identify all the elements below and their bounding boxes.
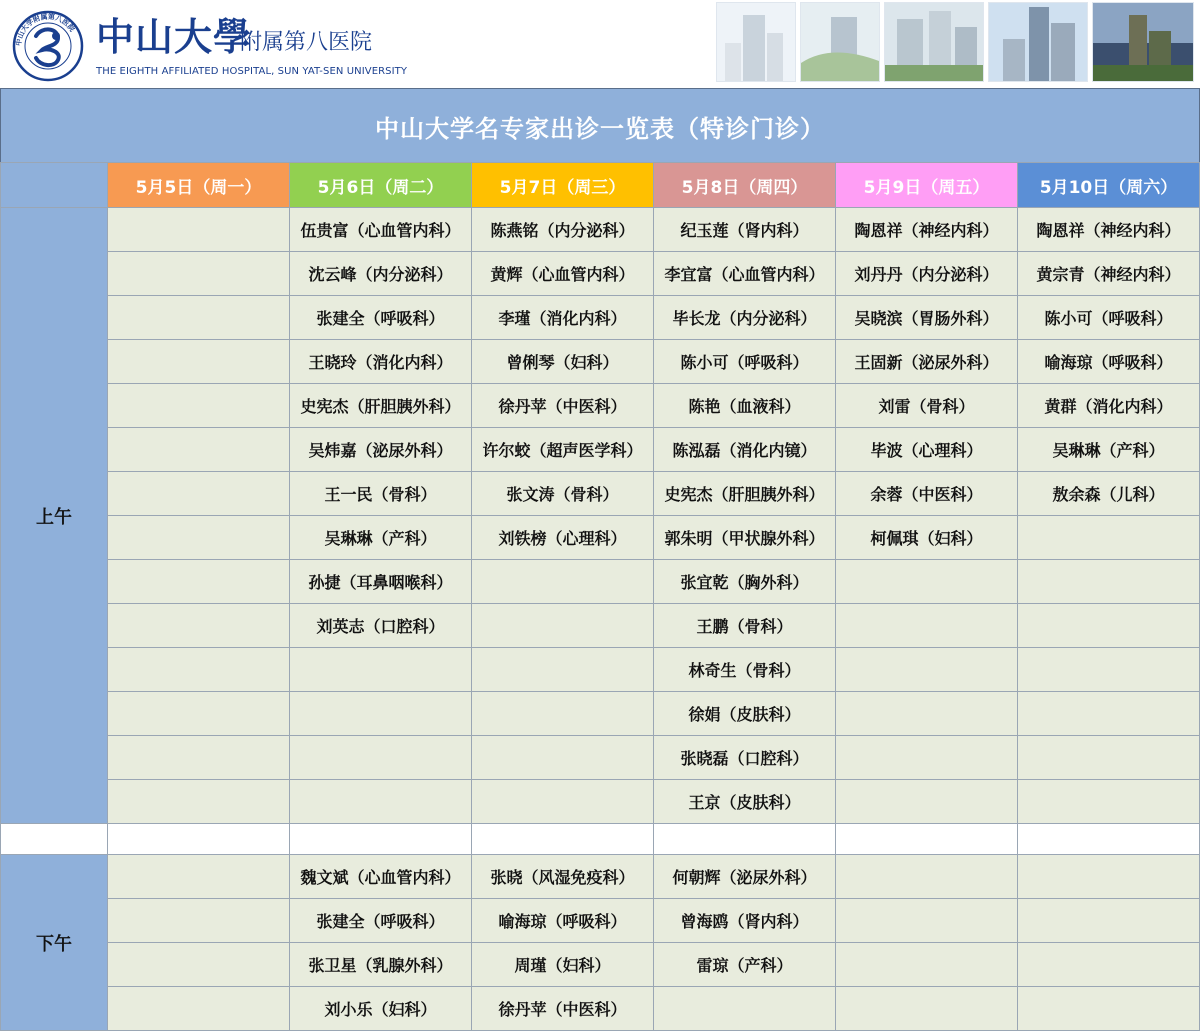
- doctor-cell: 郭朱明（甲状腺外科）: [654, 516, 836, 560]
- period-separator-row: [1, 824, 1200, 855]
- doctor-cell: [108, 428, 290, 472]
- doctor-cell: [108, 208, 290, 252]
- separator-cell: [654, 824, 836, 855]
- hospital-name-english: THE EIGHTH AFFILIATED HOSPITAL, SUN YAT-SEN UNIVERSITY: [96, 66, 408, 77]
- separator-cell: [1, 824, 108, 855]
- schedule-row: [1, 516, 1200, 560]
- expert-schedule-table: [0, 162, 1200, 1031]
- schedule-row: [1, 604, 1200, 648]
- doctor-cell: 喻海琼（呼吸科）: [1018, 340, 1200, 384]
- doctor-cell: [1018, 987, 1200, 1031]
- separator-cell: [472, 824, 654, 855]
- doctor-cell: 伍贵富（心血管内科）: [290, 208, 472, 252]
- doctor-cell: 徐丹苹（中医科）: [472, 384, 654, 428]
- doctor-cell: [1018, 899, 1200, 943]
- doctor-cell: 曾海鸥（肾内科）: [654, 899, 836, 943]
- doctor-cell: [654, 987, 836, 1031]
- building-photo-3: [884, 2, 984, 82]
- schedule-row: [1, 384, 1200, 428]
- doctor-cell: 柯佩琪（妇科）: [836, 516, 1018, 560]
- schedule-row: [1, 560, 1200, 604]
- doctor-cell: [108, 296, 290, 340]
- logo-ring-text: 中山大学附属第八医院: [14, 12, 77, 47]
- day-header-fri: 5月9日（周五）: [836, 163, 1018, 208]
- doctor-cell: [1018, 855, 1200, 899]
- schedule-row: [1, 252, 1200, 296]
- day-header-mon: 5月5日（周一）: [108, 163, 290, 208]
- doctor-cell: [108, 899, 290, 943]
- doctor-cell: [836, 943, 1018, 987]
- doctor-cell: 许尔蛟（超声医学科）: [472, 428, 654, 472]
- doctor-cell: 张文涛（骨科）: [472, 472, 654, 516]
- doctor-cell: 喻海琼（呼吸科）: [472, 899, 654, 943]
- schedule-row: [1, 296, 1200, 340]
- doctor-cell: 孙捷（耳鼻咽喉科）: [290, 560, 472, 604]
- doctor-cell: [290, 780, 472, 824]
- doctor-cell: 陈燕铭（内分泌科）: [472, 208, 654, 252]
- doctor-cell: [472, 560, 654, 604]
- doctor-cell: [836, 899, 1018, 943]
- doctor-cell: 王一民（骨科）: [290, 472, 472, 516]
- doctor-cell: 刘英志（口腔科）: [290, 604, 472, 648]
- schedule-title: 中山大学名专家出诊一览表（特诊门诊）: [375, 114, 825, 143]
- doctor-cell: 史宪杰（肝胆胰外科）: [654, 472, 836, 516]
- doctor-cell: [108, 472, 290, 516]
- doctor-cell: [290, 648, 472, 692]
- doctor-cell: 史宪杰（肝胆胰外科）: [290, 384, 472, 428]
- doctor-cell: [836, 604, 1018, 648]
- doctor-cell: [1018, 780, 1200, 824]
- day-header-sat: 5月10日（周六）: [1018, 163, 1200, 208]
- doctor-cell: 林奇生（骨科）: [654, 648, 836, 692]
- doctor-cell: 雷琼（产科）: [654, 943, 836, 987]
- separator-cell: [290, 824, 472, 855]
- schedule-row: [1, 340, 1200, 384]
- doctor-cell: 陈泓磊（消化内镜）: [654, 428, 836, 472]
- doctor-cell: 沈云峰（内分泌科）: [290, 252, 472, 296]
- doctor-cell: 魏文斌（心血管内科）: [290, 855, 472, 899]
- doctor-cell: 张晓（风湿免疫科）: [472, 855, 654, 899]
- doctor-cell: 刘雷（骨科）: [836, 384, 1018, 428]
- doctor-cell: 余蓉（中医科）: [836, 472, 1018, 516]
- doctor-cell: [1018, 648, 1200, 692]
- schedule-row: [1, 208, 1200, 252]
- doctor-cell: 吴琳琳（产科）: [290, 516, 472, 560]
- period-label-afternoon: 下午: [1, 855, 108, 1031]
- doctor-cell: 陈艳（血液科）: [654, 384, 836, 428]
- doctor-cell: 吴琳琳（产科）: [1018, 428, 1200, 472]
- separator-cell: [108, 824, 290, 855]
- doctor-cell: 徐丹苹（中医科）: [472, 987, 654, 1031]
- building-photo-2: [800, 2, 880, 82]
- doctor-cell: [472, 692, 654, 736]
- schedule-row: [1, 648, 1200, 692]
- building-photo-4: [988, 2, 1088, 82]
- doctor-cell: 张晓磊（口腔科）: [654, 736, 836, 780]
- doctor-cell: [108, 648, 290, 692]
- separator-cell: [1018, 824, 1200, 855]
- doctor-cell: 刘铁榜（心理科）: [472, 516, 654, 560]
- doctor-cell: [108, 987, 290, 1031]
- doctor-cell: 刘小乐（妇科）: [290, 987, 472, 1031]
- day-header-tue: 5月6日（周二）: [290, 163, 472, 208]
- doctor-cell: [108, 943, 290, 987]
- doctor-cell: 周瑾（妇科）: [472, 943, 654, 987]
- header-corner-cell: [1, 163, 108, 208]
- doctor-cell: 黄宗青（神经内科）: [1018, 252, 1200, 296]
- schedule-row: [1, 899, 1200, 943]
- schedule-row: [1, 428, 1200, 472]
- doctor-cell: [108, 560, 290, 604]
- doctor-cell: [472, 648, 654, 692]
- doctor-cell: [472, 604, 654, 648]
- doctor-cell: [108, 516, 290, 560]
- hospital-header: [0, 0, 1200, 88]
- doctor-cell: [1018, 604, 1200, 648]
- doctor-cell: [1018, 692, 1200, 736]
- day-header-row: [1, 163, 1200, 208]
- doctor-cell: 张卫星（乳腺外科）: [290, 943, 472, 987]
- doctor-cell: 李宜富（心血管内科）: [654, 252, 836, 296]
- doctor-cell: [1018, 943, 1200, 987]
- hospital-name-chinese: 中山大學: [96, 14, 253, 59]
- doctor-cell: 陈小可（呼吸科）: [1018, 296, 1200, 340]
- doctor-cell: 王晓玲（消化内科）: [290, 340, 472, 384]
- doctor-cell: 李瑾（消化内科）: [472, 296, 654, 340]
- building-photo-5: [1092, 2, 1194, 82]
- doctor-cell: [836, 987, 1018, 1031]
- doctor-cell: [836, 736, 1018, 780]
- doctor-cell: 纪玉莲（肾内科）: [654, 208, 836, 252]
- doctor-cell: [108, 340, 290, 384]
- schedule-row: [1, 855, 1200, 899]
- doctor-cell: 刘丹丹（内分泌科）: [836, 252, 1018, 296]
- doctor-cell: [108, 736, 290, 780]
- doctor-cell: 毕波（心理科）: [836, 428, 1018, 472]
- doctor-cell: 毕长龙（内分泌科）: [654, 296, 836, 340]
- doctor-cell: 张宜乾（胸外科）: [654, 560, 836, 604]
- doctor-cell: 陶恩祥（神经内科）: [1018, 208, 1200, 252]
- doctor-cell: 何朝辉（泌尿外科）: [654, 855, 836, 899]
- doctor-cell: 陶恩祥（神经内科）: [836, 208, 1018, 252]
- doctor-cell: [108, 780, 290, 824]
- doctor-cell: [108, 604, 290, 648]
- schedule-row: [1, 692, 1200, 736]
- doctor-cell: 吴炜嘉（泌尿外科）: [290, 428, 472, 472]
- doctor-cell: [472, 736, 654, 780]
- day-header-wed: 5月7日（周三）: [472, 163, 654, 208]
- doctor-cell: 张建全（呼吸科）: [290, 899, 472, 943]
- period-label-morning: 上午: [1, 208, 108, 824]
- schedule-title-bar: [0, 88, 1200, 163]
- doctor-cell: 黄辉（心血管内科）: [472, 252, 654, 296]
- day-header-thu: 5月8日（周四）: [654, 163, 836, 208]
- doctor-cell: 吴晓滨（胃肠外科）: [836, 296, 1018, 340]
- doctor-cell: [1018, 560, 1200, 604]
- doctor-cell: 陈小可（呼吸科）: [654, 340, 836, 384]
- schedule-row: [1, 987, 1200, 1031]
- hospital-branch-name: 附属第八医院: [240, 30, 373, 55]
- doctor-cell: [472, 780, 654, 824]
- schedule-row: [1, 472, 1200, 516]
- doctor-cell: [290, 736, 472, 780]
- schedule-row: [1, 736, 1200, 780]
- doctor-cell: 王固新（泌尿外科）: [836, 340, 1018, 384]
- doctor-cell: 敖余森（儿科）: [1018, 472, 1200, 516]
- schedule-row: [1, 780, 1200, 824]
- doctor-cell: [108, 855, 290, 899]
- doctor-cell: [1018, 736, 1200, 780]
- schedule-row: [1, 943, 1200, 987]
- doctor-cell: [836, 692, 1018, 736]
- doctor-cell: 王鹏（骨科）: [654, 604, 836, 648]
- separator-cell: [836, 824, 1018, 855]
- hospital-logo-icon: [12, 10, 84, 82]
- doctor-cell: [1018, 516, 1200, 560]
- doctor-cell: [108, 692, 290, 736]
- doctor-cell: 徐娟（皮肤科）: [654, 692, 836, 736]
- doctor-cell: [836, 780, 1018, 824]
- doctor-cell: 张建全（呼吸科）: [290, 296, 472, 340]
- doctor-cell: [836, 648, 1018, 692]
- doctor-cell: [836, 560, 1018, 604]
- doctor-cell: 黄群（消化内科）: [1018, 384, 1200, 428]
- doctor-cell: 曾俐琴（妇科）: [472, 340, 654, 384]
- doctor-cell: [108, 252, 290, 296]
- doctor-cell: [108, 384, 290, 428]
- doctor-cell: [836, 855, 1018, 899]
- doctor-cell: 王京（皮肤科）: [654, 780, 836, 824]
- building-photo-1: [716, 2, 796, 82]
- doctor-cell: [290, 692, 472, 736]
